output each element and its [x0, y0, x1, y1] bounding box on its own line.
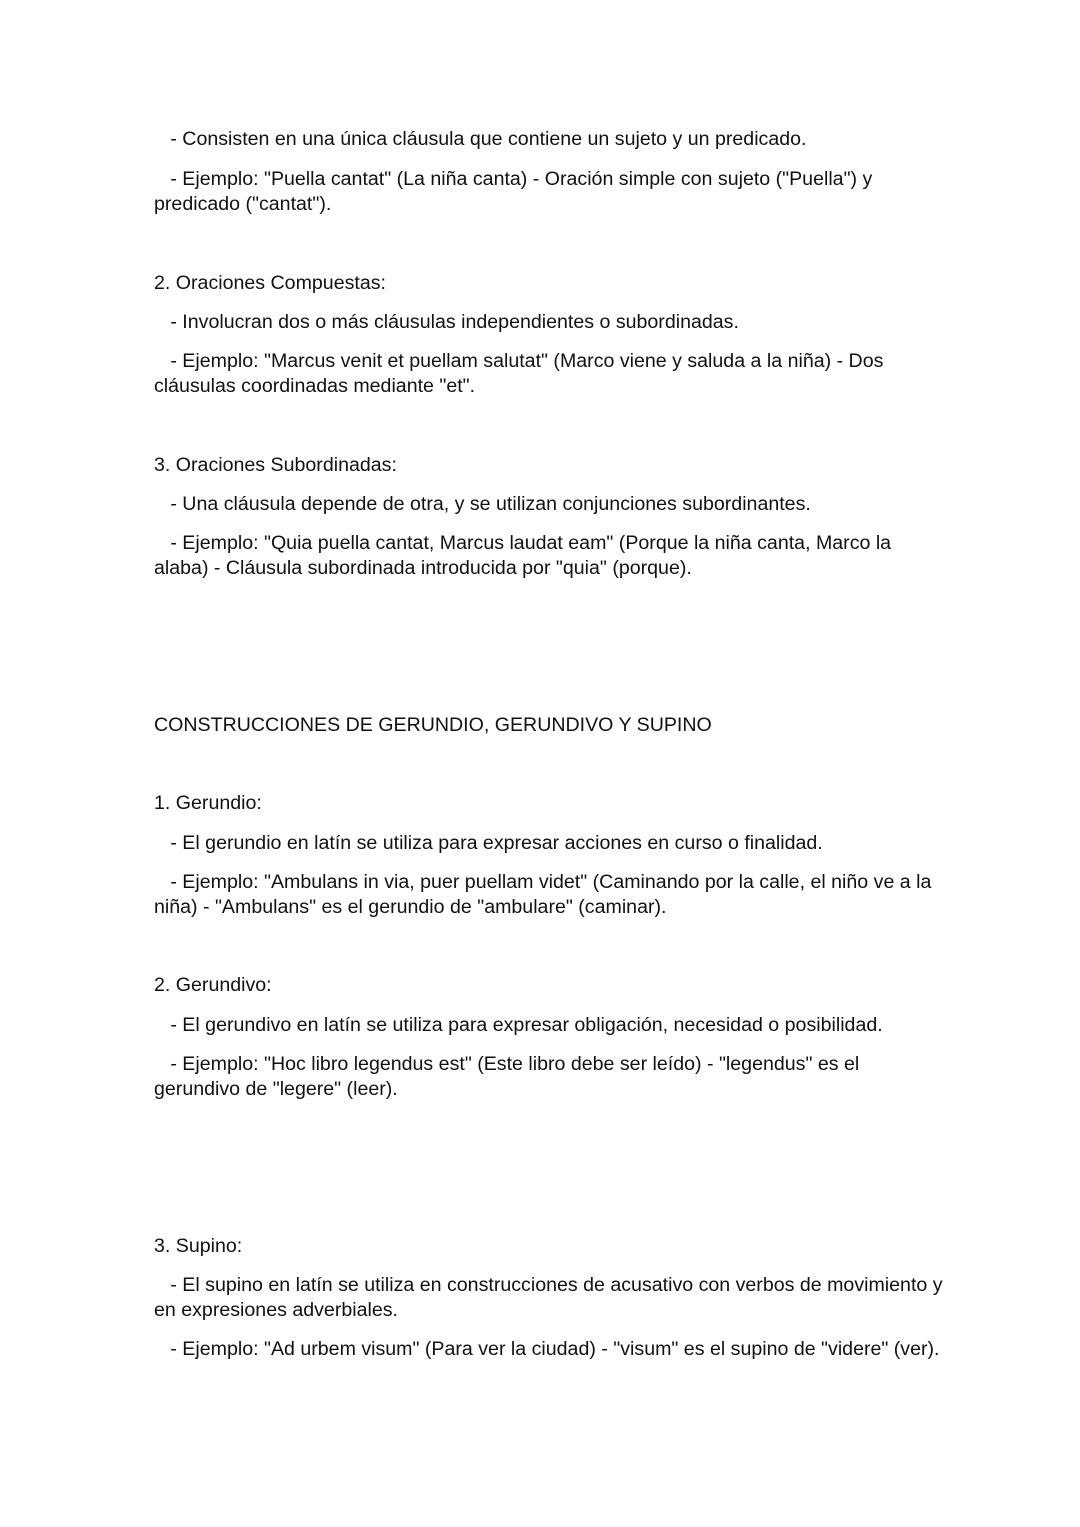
subordinate-sentence-example: - Ejemplo: "Quia puella cantat, Marcus laudat eam" (Porque la niña canta, Marco la alaba) - Cláusula subordinada introducida por "quia" (porque).: [154, 532, 897, 579]
section-title-gerund-gerundive-supine: CONSTRUCCIONES DE GERUNDIO, GERUNDIVO Y SUPINO: [154, 714, 712, 736]
gerundive-description: - El gerundivo en latín se utiliza para expresar obligación, necesidad o posibilidad.: [154, 1014, 883, 1036]
gerund-example: - Ejemplo: "Ambulans in via, puer puellam videt" (Caminando por la calle, el niño ve a la niña) - "Ambulans" es el gerundio de "ambulare" (caminar).: [154, 871, 937, 918]
gerund-heading: 1. Gerundio:: [154, 792, 262, 814]
supine-example: - Ejemplo: "Ad urbem visum" (Para ver la ciudad) - "visum" es el supino de "videre" (ver).: [154, 1338, 940, 1360]
simple-sentence-example: - Ejemplo: "Puella cantat" (La niña canta) - Oración simple con sujeto ("Puella") y predicado ("cantat").: [154, 168, 878, 215]
subordinate-sentence-description: - Una cláusula depende de otra, y se utilizan conjunciones subordinantes.: [154, 493, 811, 515]
compound-sentence-example: - Ejemplo: "Marcus venit et puellam salutat" (Marco viene y saluda a la niña) - Dos cláusulas coordinadas mediante "et".: [154, 350, 889, 397]
supine-description: - El supino en latín se utiliza en construcciones de acusativo con verbos de movimiento y en expresiones adverbiales.: [154, 1274, 948, 1321]
gerund-description: - El gerundio en latín se utiliza para expresar acciones en curso o finalidad.: [154, 832, 823, 854]
compound-sentences-heading: 2. Oraciones Compuestas:: [154, 272, 386, 294]
simple-sentence-description: - Consisten en una única cláusula que contiene un sujeto y un predicado.: [154, 128, 807, 150]
compound-sentence-description: - Involucran dos o más cláusulas independientes o subordinadas.: [154, 311, 739, 333]
supine-heading: 3. Supino:: [154, 1235, 243, 1257]
gerundive-example: - Ejemplo: "Hoc libro legendus est" (Este libro debe ser leído) - "legendus" es el gerundivo de "legere" (leer).: [154, 1053, 865, 1100]
subordinate-sentences-heading: 3. Oraciones Subordinadas:: [154, 454, 397, 476]
gerundive-heading: 2. Gerundivo:: [154, 974, 272, 996]
